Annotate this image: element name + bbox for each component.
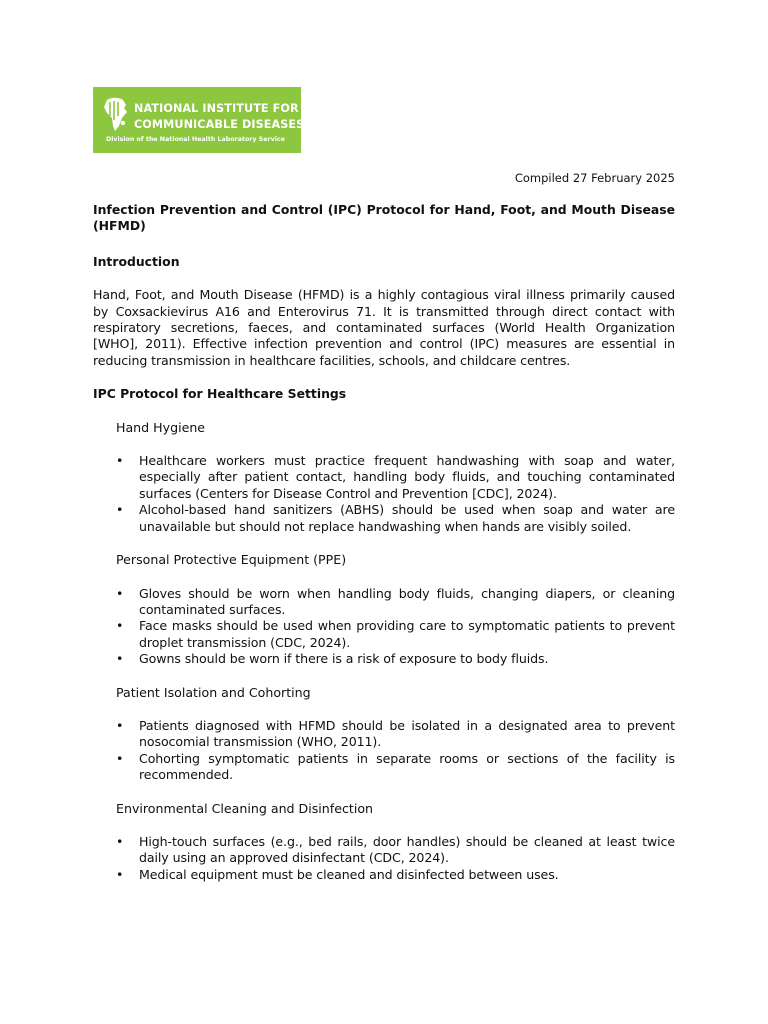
section-environmental-cleaning: [93, 801, 675, 884]
bullet-icon: •: [116, 502, 124, 518]
bullet-list: [93, 586, 675, 668]
bullet-icon: •: [116, 717, 124, 733]
section-title: Personal Protective Equipment (PPE): [116, 552, 347, 568]
bullet-list: [93, 834, 675, 883]
section-hand-hygiene: [93, 420, 675, 535]
section-title: Environmental Cleaning and Disinfection: [116, 800, 374, 816]
bullet-icon: •: [116, 866, 124, 882]
list-item: • Healthcare workers must practice frequent handwashing with soap and water, especially after patient contact, handling body fluids, and touching contaminated surfaces (Centers for Disease Control and Prevention [CDC], 2024).: [116, 453, 675, 501]
africa-emblem-icon: [101, 96, 129, 134]
list-item: • Medical equipment must be cleaned and disinfected between uses.: [116, 866, 559, 882]
list-item: • Patients diagnosed with HFMD should be isolated in a designated area to prevent nosocomial transmission (WHO, 2011).: [116, 717, 675, 750]
list-item: • Gloves should be worn when handling body fluids, changing diapers, or cleaning contaminated surfaces.: [116, 585, 675, 617]
bullet-list: [93, 453, 675, 535]
bullet-icon: •: [116, 453, 124, 469]
bullet-icon: •: [116, 651, 124, 667]
document-body: [93, 202, 675, 883]
introduction-heading: Introduction: [93, 253, 180, 269]
logo-title-line2: COMMUNICABLE DISEASES: [134, 118, 305, 131]
section-ppe: [93, 552, 675, 667]
list-item: • Cohorting symptomatic patients in separate rooms or sections of the facility is recommended.: [116, 750, 675, 783]
list-item: • High-touch surfaces (e.g., bed rails, door handles) should be cleaned at least twice daily using an approved disinfectant (CDC, 2024).: [116, 833, 675, 866]
protocol-heading: IPC Protocol for Healthcare Settings: [93, 386, 347, 402]
bullet-icon: •: [116, 585, 124, 601]
section-title: Hand Hygiene: [116, 419, 206, 435]
list-item: • Alcohol-based hand sanitizers (ABHS) should be used when soap and water are unavailable but should not replace handwashing when hands are visibly soiled.: [116, 502, 675, 534]
compiled-date: Compiled 27 February 2025: [514, 171, 675, 185]
bullet-icon: •: [116, 833, 124, 849]
section-title: Patient Isolation and Cohorting: [116, 684, 311, 700]
document-title: Infection Prevention and Control (IPC) Protocol for Hand, Foot, and Mouth Disease (HFMD): [93, 202, 675, 234]
nicd-logo: [93, 87, 305, 153]
section-patient-isolation: [93, 685, 675, 784]
list-item: • Gowns should be worn if there is a risk of exposure to body fluids.: [116, 651, 549, 667]
introduction-paragraph: Hand, Foot, and Mouth Disease (HFMD) is a highly contagious viral illness primarily caused by Coxsackievirus A16 and Enterovirus 71. It is transmitted through direct contact with respiratory secretions, faeces, and contaminated surfaces (World Health Organization [WHO], 2011). Effective infection prevention and control (IPC) measures are essential in reducing transmission in healthcare facilities, schools, and childcare centres.: [93, 287, 675, 368]
list-item: • Face masks should be used when providing care to symptomatic patients to prevent droplet transmission (CDC, 2024).: [116, 618, 675, 650]
bullet-icon: •: [116, 618, 124, 634]
bullet-list: [93, 718, 675, 784]
logo-title-line1: NATIONAL INSTITUTE FOR: [134, 102, 299, 115]
logo-subtitle: Division of the National Health Laboratory Service: [106, 136, 285, 143]
bullet-icon: •: [116, 750, 124, 766]
